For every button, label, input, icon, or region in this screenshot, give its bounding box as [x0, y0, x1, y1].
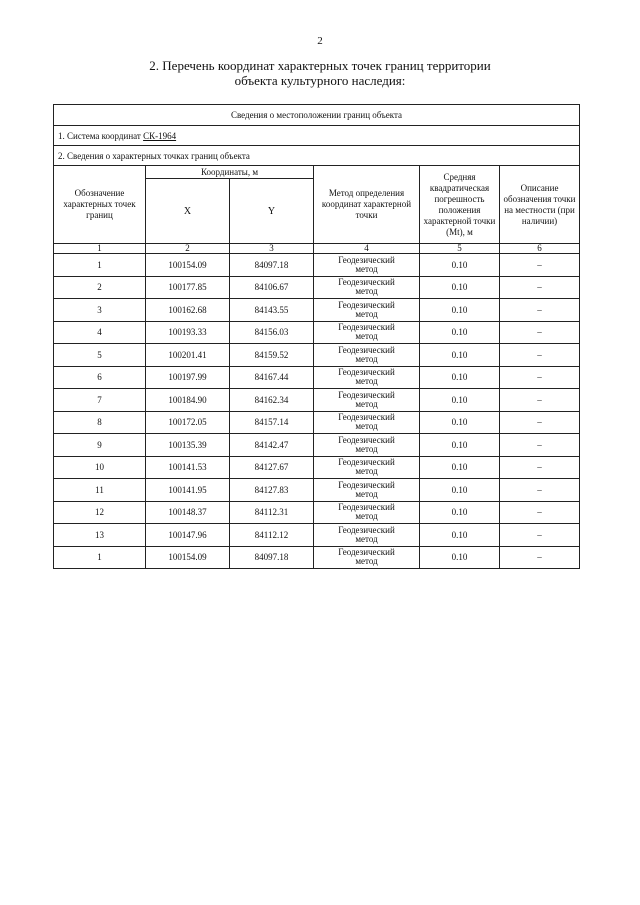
column-number: 1: [54, 244, 146, 254]
description-cell: –: [500, 546, 580, 569]
method-cell: [314, 366, 420, 389]
x-coordinate-cell: 100193.33: [146, 321, 230, 344]
coord-system-row: [54, 126, 580, 146]
y-coordinate-cell: 84127.83: [230, 479, 314, 502]
point-id-cell: 12: [54, 501, 146, 524]
point-id-cell: 5: [54, 344, 146, 367]
method-cell: [314, 501, 420, 524]
table-row: [54, 366, 580, 389]
description-cell: –: [500, 366, 580, 389]
method-line-2: метод: [355, 466, 378, 477]
point-id-cell: 1: [54, 546, 146, 569]
y-coordinate-cell: 84097.18: [230, 546, 314, 569]
title-line-1: 2. Перечень координат характерных точек границ территории: [149, 58, 491, 73]
method-line-2: метод: [355, 286, 378, 297]
accuracy-cell: 0.10: [420, 434, 500, 457]
description-cell: –: [500, 389, 580, 412]
column-number: 6: [500, 244, 580, 254]
method-line-1: Геодезический: [338, 277, 395, 288]
y-coordinate-cell: 84143.55: [230, 299, 314, 322]
accuracy-cell: 0.10: [420, 479, 500, 502]
table-row: [54, 276, 580, 299]
accuracy-cell: 0.10: [420, 321, 500, 344]
table-row: [54, 546, 580, 569]
table-row: [54, 344, 580, 367]
x-coordinate-cell: 100148.37: [146, 501, 230, 524]
method-line-1: Геодезический: [338, 412, 395, 423]
header-accuracy: Средняя квадратическая погрешность положения характерной точки (Mt), м: [420, 166, 500, 244]
table-row: [54, 456, 580, 479]
point-id-cell: 13: [54, 524, 146, 547]
table-row: [54, 254, 580, 277]
header-method: Метод определения координат характерной точки: [314, 166, 420, 244]
method-cell: [314, 524, 420, 547]
column-number: 5: [420, 244, 500, 254]
method-line-2: метод: [355, 533, 378, 544]
method-cell: [314, 321, 420, 344]
accuracy-cell: 0.10: [420, 546, 500, 569]
accuracy-cell: 0.10: [420, 276, 500, 299]
method-line-1: Геодезический: [338, 457, 395, 468]
column-number-row: [54, 244, 580, 254]
column-number: 2: [146, 244, 230, 254]
x-coordinate-cell: 100141.95: [146, 479, 230, 502]
method-line-2: метод: [355, 353, 378, 364]
table-row: [54, 321, 580, 344]
header-coordinates: Координаты, м: [146, 166, 314, 179]
method-cell: [314, 456, 420, 479]
y-coordinate-cell: 84162.34: [230, 389, 314, 412]
method-line-1: Геодезический: [338, 479, 395, 490]
description-cell: –: [500, 479, 580, 502]
table-row: [54, 501, 580, 524]
accuracy-cell: 0.10: [420, 389, 500, 412]
point-id-cell: 8: [54, 411, 146, 434]
accuracy-cell: 0.10: [420, 366, 500, 389]
header-y: Y: [230, 179, 314, 244]
description-cell: –: [500, 411, 580, 434]
description-cell: –: [500, 276, 580, 299]
method-line-1: Геодезический: [338, 322, 395, 333]
description-cell: –: [500, 434, 580, 457]
method-line-1: Геодезический: [338, 389, 395, 400]
method-line-1: Геодезический: [338, 524, 395, 535]
header-description: Описание обозначения точки на местности (при наличии): [500, 166, 580, 244]
x-coordinate-cell: 100147.96: [146, 524, 230, 547]
document-title: [100, 58, 540, 88]
method-line-2: метод: [355, 511, 378, 522]
coord-system-label: 1. Система координат: [58, 130, 144, 141]
method-line-2: метод: [355, 421, 378, 432]
point-id-cell: 7: [54, 389, 146, 412]
x-coordinate-cell: 100172.05: [146, 411, 230, 434]
method-line-2: метод: [355, 263, 378, 274]
description-cell: –: [500, 321, 580, 344]
y-coordinate-cell: 84167.44: [230, 366, 314, 389]
points-info-row: 2. Сведения о характерных точках границ объекта: [54, 146, 580, 166]
x-coordinate-cell: 100141.53: [146, 456, 230, 479]
y-coordinate-cell: 84156.03: [230, 321, 314, 344]
table-body: [54, 105, 580, 569]
y-coordinate-cell: 84097.18: [230, 254, 314, 277]
x-coordinate-cell: 100154.09: [146, 546, 230, 569]
x-coordinate-cell: 100154.09: [146, 254, 230, 277]
method-line-2: метод: [355, 443, 378, 454]
x-coordinate-cell: 100162.68: [146, 299, 230, 322]
method-line-1: Геодезический: [338, 254, 395, 265]
coord-system-value: СК-1964: [143, 130, 177, 141]
method-line-2: метод: [355, 376, 378, 387]
description-cell: –: [500, 344, 580, 367]
method-line-2: метод: [355, 398, 378, 409]
section-title: Сведения о местоположении границ объекта: [54, 105, 580, 126]
accuracy-cell: 0.10: [420, 344, 500, 367]
method-cell: [314, 434, 420, 457]
x-coordinate-cell: 100184.90: [146, 389, 230, 412]
point-id-cell: 4: [54, 321, 146, 344]
accuracy-cell: 0.10: [420, 524, 500, 547]
x-coordinate-cell: 100197.99: [146, 366, 230, 389]
point-id-cell: 9: [54, 434, 146, 457]
method-line-1: Геодезический: [338, 299, 395, 310]
method-line-1: Геодезический: [338, 547, 395, 558]
point-id-cell: 11: [54, 479, 146, 502]
x-coordinate-cell: 100201.41: [146, 344, 230, 367]
method-cell: [314, 254, 420, 277]
point-id-cell: 6: [54, 366, 146, 389]
table-row: [54, 524, 580, 547]
method-line-2: метод: [355, 308, 378, 319]
method-line-1: Геодезический: [338, 502, 395, 513]
description-cell: –: [500, 456, 580, 479]
method-line-1: Геодезический: [338, 367, 395, 378]
y-coordinate-cell: 84112.31: [230, 501, 314, 524]
description-cell: –: [500, 254, 580, 277]
y-coordinate-cell: 84127.67: [230, 456, 314, 479]
method-cell: [314, 411, 420, 434]
y-coordinate-cell: 84106.67: [230, 276, 314, 299]
x-coordinate-cell: 100135.39: [146, 434, 230, 457]
title-line-2: объекта культурного наследия:: [234, 73, 406, 88]
method-cell: [314, 276, 420, 299]
method-line-2: метод: [355, 488, 378, 499]
method-cell: [314, 479, 420, 502]
column-number: 4: [314, 244, 420, 254]
y-coordinate-cell: 84157.14: [230, 411, 314, 434]
y-coordinate-cell: 84112.12: [230, 524, 314, 547]
description-cell: –: [500, 524, 580, 547]
page-number: 2: [317, 35, 323, 47]
point-id-cell: 2: [54, 276, 146, 299]
header-x: X: [146, 179, 230, 244]
table-row: [54, 389, 580, 412]
description-cell: –: [500, 299, 580, 322]
y-coordinate-cell: 84142.47: [230, 434, 314, 457]
method-line-1: Геодезический: [338, 434, 395, 445]
point-id-cell: 10: [54, 456, 146, 479]
column-number: 3: [230, 244, 314, 254]
table-row: [54, 479, 580, 502]
method-line-2: метод: [355, 331, 378, 342]
header-point-designation: Обозначение характерных точек границ: [54, 166, 146, 244]
accuracy-cell: 0.10: [420, 254, 500, 277]
description-cell: –: [500, 501, 580, 524]
method-cell: [314, 299, 420, 322]
method-line-1: Геодезический: [338, 344, 395, 355]
table-row: [54, 411, 580, 434]
point-id-cell: 3: [54, 299, 146, 322]
method-cell: [314, 344, 420, 367]
table-row: [54, 434, 580, 457]
accuracy-cell: 0.10: [420, 456, 500, 479]
table-row: [54, 299, 580, 322]
accuracy-cell: 0.10: [420, 411, 500, 434]
method-cell: [314, 546, 420, 569]
method-cell: [314, 389, 420, 412]
x-coordinate-cell: 100177.85: [146, 276, 230, 299]
coordinates-table: [53, 104, 580, 569]
accuracy-cell: 0.10: [420, 299, 500, 322]
y-coordinate-cell: 84159.52: [230, 344, 314, 367]
method-line-2: метод: [355, 556, 378, 567]
point-id-cell: 1: [54, 254, 146, 277]
accuracy-cell: 0.10: [420, 501, 500, 524]
